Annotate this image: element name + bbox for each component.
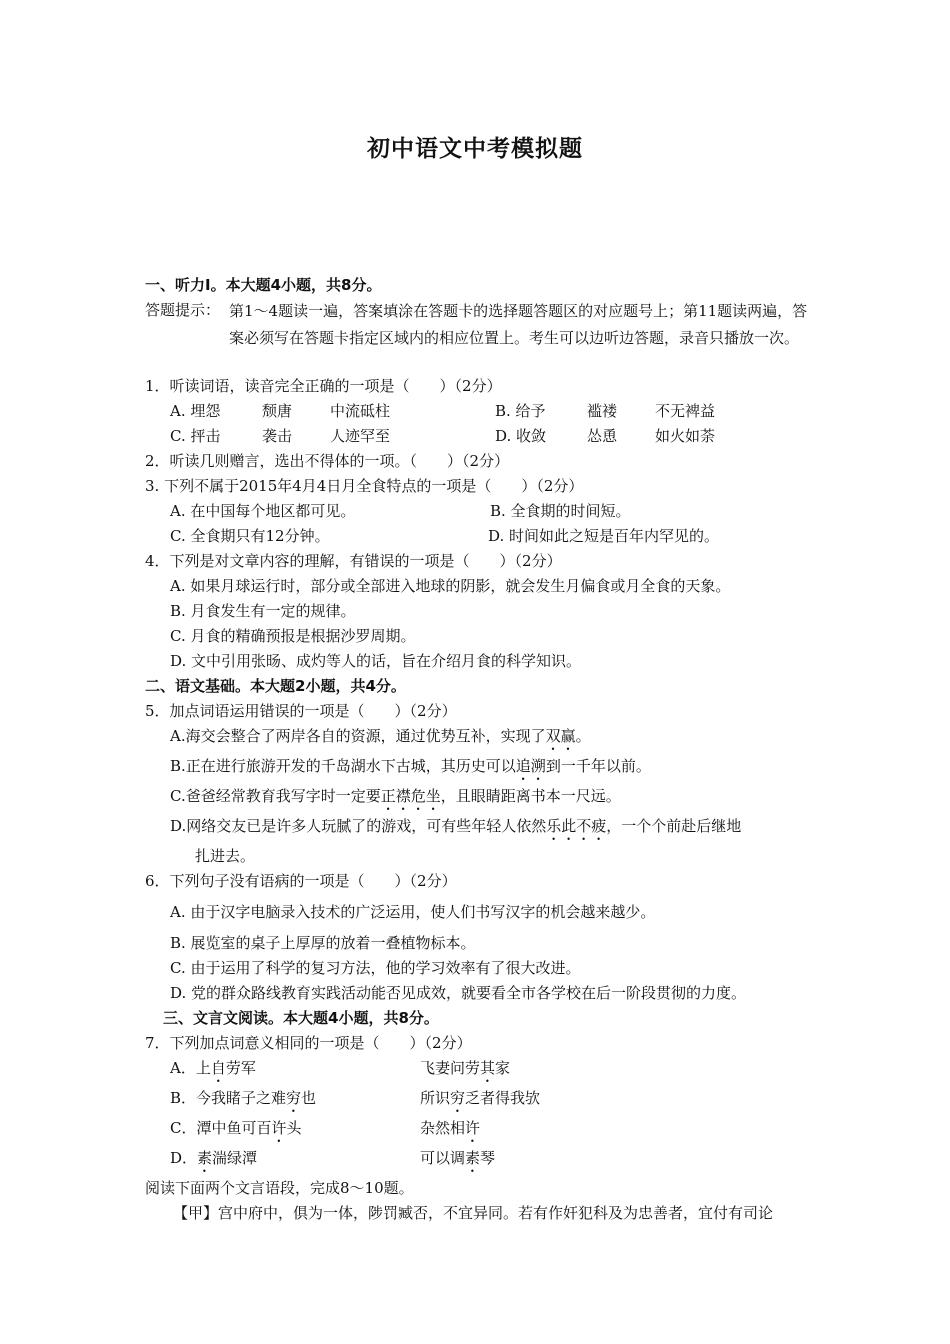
question-3-stem: 3. 下列不属于2015年4月4日月全食特点的一项是（ ）（2分） [145,477,584,495]
option-3d: D. 时间如此之短是百年内罕见的。 [488,527,720,545]
question-3-options-ab [145,499,815,524]
option-1c-word2: 袭击 [262,427,293,445]
option-4c: C. 月食的精确预报是根据沙罗周期。 [170,627,416,645]
option-1b-label: B. 给予 [495,402,546,420]
option-1c-word3: 人迹罕至 [330,427,391,445]
question-1-options-cd [145,424,815,449]
option-7d-right: 可以调素琴 [420,1149,496,1167]
option-5c: C.爸爸经常教育我写字时一定要正襟危坐，且眼睛距离书本一尺远。 [170,787,621,805]
option-7d-left: D．素湍绿潭 [170,1149,258,1167]
question-3-options-cd [145,524,815,549]
dotted-word-5b: 追溯 [515,757,546,775]
question-1-stem: 1．听读词语，读音完全正确的一项是（ ）（2分） [145,377,502,395]
option-1d-label: D. 收敛 [495,427,547,445]
question-2-stem: 2．听读几则赠言，选出不得体的一项。（ ）（2分） [145,452,510,470]
answer-tip-label: 答题提示： [145,301,221,319]
option-6a: A. 由于汉字电脑录入技术的广泛运用，使人们书写汉字的机会越来越少。 [170,903,656,921]
section-2-heading: 二、语文基础。本大题2小题，共4分。 [145,677,406,695]
option-1a-word3: 中流砥柱 [330,402,391,420]
option-4d: D. 文中引用张旸、成灼等人的话，旨在介绍月食的科学知识。 [170,652,582,670]
option-3b: B. 全食期的时间短。 [490,502,631,520]
dotted-word-5a: 双赢 [545,727,576,745]
answer-tip [145,298,815,352]
reading-intro: 阅读下面两个文言语段，完成8～10题。 [145,1179,414,1197]
option-6d: D. 党的群众路线教育实践活动能否见成效，就要看全市各学校在后一阶段贯彻的力度。 [170,984,747,1002]
question-6-stem: 6．下列句子没有语病的一项是（ ）（2分） [145,872,457,890]
option-7b-left: B．今我睹子之难穷也 [170,1089,317,1107]
option-5d: D.网络交友已是许多人玩腻了的游戏，可有些年轻人依然乐此不疲，一个个前赴后继地 [170,817,742,835]
option-1d-word3: 如火如荼 [655,427,716,445]
option-7c-right: 杂然相许 [420,1119,481,1137]
section-1-heading: 一、听力Ⅰ。本大题4小题，共8分。 [145,276,382,294]
option-4b: B. 月食发生有一定的规律。 [170,602,356,620]
option-7b [145,1086,815,1116]
option-7a-left: A．上自劳军 [170,1059,256,1077]
option-7b-right: 所识穷乏者得我欤 [420,1089,541,1107]
passage-jia: 【甲】宫中府中，俱为一体，陟罚臧否，不宜异同。若有作奸犯科及为忠善者，宜付有司论 [173,1204,774,1222]
question-7-stem: 7．下列加点词意义相同的一项是（ ）（2分） [145,1034,472,1052]
section-3-heading: 三、文言文阅读。本大题4小题，共8分。 [163,1009,439,1027]
option-5d-continued: 扎进去。 [195,847,256,865]
page-title: 初中语文中考模拟题 [367,136,583,162]
option-3a: A. 在中国每个地区都可见。 [170,502,356,520]
option-1c-label: C. 抨击 [170,427,221,445]
answer-tip-text: 第1～4题读一遍，答案填涂在答题卡的选择题答题区的对应题号上；第11题读两遍，答案必须写在答题卡指定区域内的相应位置上。考生可以边听边答题，录音只播放一次。 [229,302,808,347]
question-5-stem: 5．加点词语运用错误的一项是（ ）（2分） [145,702,457,720]
question-4-stem: 4．下列是对文章内容的理解，有错误的一项是（ ）（2分） [145,552,562,570]
option-3c: C. 全食期只有12分钟。 [170,527,330,545]
exam-content [145,273,815,1226]
option-7a-right: 飞妻问劳其家 [420,1059,511,1077]
option-1a-label: A. 埋怨 [170,402,221,420]
option-7c-left: C．潭中鱼可百许头 [170,1119,302,1137]
option-7c [145,1116,815,1146]
option-1d-word2: 怂恿 [587,427,618,445]
option-5b: B.正在进行旅游开发的千岛湖水下古城，其历史可以追溯到一千年以前。 [170,757,651,775]
question-1-options-ab [145,399,815,424]
option-7a [145,1056,815,1086]
option-5a: A.海交会整合了两岸各自的资源，通过优势互补，实现了双赢。 [170,727,591,745]
dotted-word-5d: 乐此不疲 [546,817,607,835]
option-7d [145,1146,815,1176]
option-4a: A. 如果月球运行时，部分或全部进入地球的阴影，就会发生月偏食或月全食的天象。 [170,577,731,595]
option-6b: B. 展览室的桌子上厚厚的放着一叠植物标本。 [170,934,476,952]
option-1b-word3: 不无裨益 [655,402,716,420]
option-6c: C. 由于运用了科学的复习方法，他的学习效率有了很大改进。 [170,959,581,977]
option-1a-word2: 颓唐 [262,402,293,420]
dotted-word-5c: 正襟危坐 [380,787,441,805]
option-1b-word2: 褴褛 [587,402,618,420]
